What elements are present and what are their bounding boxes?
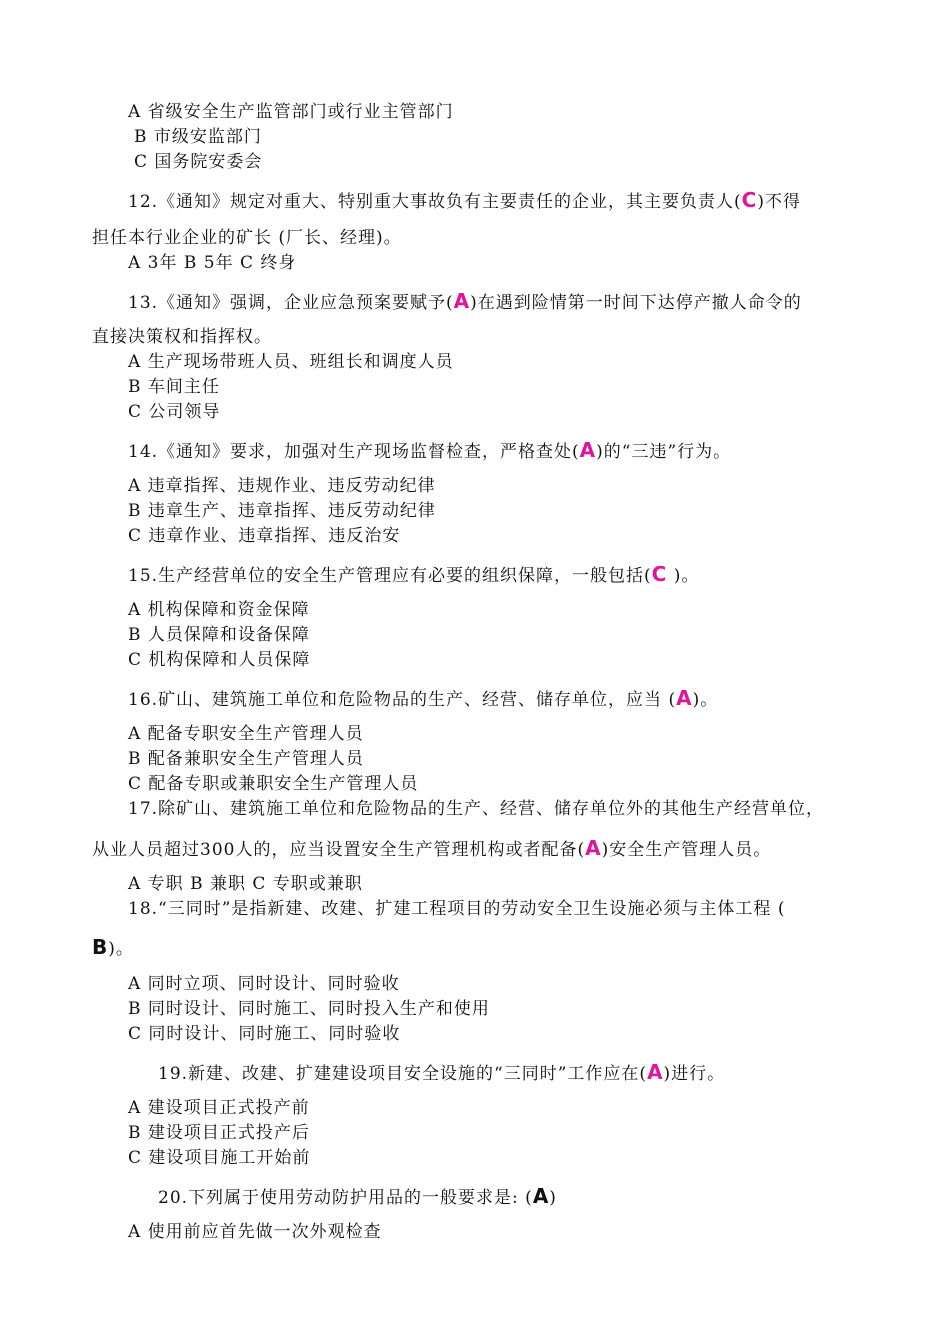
q14-stem: 14.《通知》要求，加强对生产现场监督检查，严格查处(A)的“三违”行为。 bbox=[128, 438, 732, 462]
q18-answer: B bbox=[92, 935, 109, 959]
q16-option-a: A 配备专职安全生产管理人员 bbox=[128, 724, 364, 744]
q17-options: A 专职 B 兼职 C 专职或兼职 bbox=[128, 874, 363, 894]
q19-stem: 19.新建、改建、扩建建设项目安全设施的“三同时”工作应在(A)进行。 bbox=[158, 1060, 726, 1084]
q14-answer: A bbox=[579, 438, 597, 462]
q17-stem-cont: 从业人员超过300人的，应当设置安全生产管理机构或者配备(A)安全生产管理人员。 bbox=[92, 836, 772, 860]
q16-option-b: B 配备兼职安全生产管理人员 bbox=[128, 749, 364, 769]
q19-option-c: C 建设项目施工开始前 bbox=[128, 1148, 311, 1168]
q11-option-b: B 市级安监部门 bbox=[134, 127, 262, 147]
q14-option-a: A 违章指挥、违规作业、违反劳动纪律 bbox=[128, 476, 436, 496]
q13-answer: A bbox=[453, 289, 471, 313]
q13-stem: 13.《通知》强调，企业应急预案要赋予(A)在遇到险情第一时间下达停产撤人命令的 bbox=[128, 289, 802, 313]
q19-option-b: B 建设项目正式投产后 bbox=[128, 1123, 310, 1143]
q12-stem: 12.《通知》规定对重大、特别重大事故负有主要责任的企业，其主要负责人(C)不得 bbox=[128, 188, 801, 212]
q15-option-c: C 机构保障和人员保障 bbox=[128, 650, 311, 670]
q15-option-a: A 机构保障和资金保障 bbox=[128, 600, 310, 620]
q14-option-c: C 违章作业、违章指挥、违反治安 bbox=[128, 526, 401, 546]
q16-option-c: C 配备专职或兼职安全生产管理人员 bbox=[128, 774, 419, 794]
q18-option-c: C 同时设计、同时施工、同时验收 bbox=[128, 1024, 401, 1044]
q12-answer: C bbox=[741, 188, 758, 212]
q13-option-b: B 车间主任 bbox=[128, 377, 220, 397]
q11-option-a: A 省级安全生产监管部门或行业主管部门 bbox=[128, 102, 454, 122]
q19-answer: A bbox=[647, 1060, 664, 1084]
q13-stem-cont: 直接决策权和指挥权。 bbox=[92, 327, 272, 347]
q12-stem-cont: 担任本行业企业的矿长 (厂长、经理)。 bbox=[92, 228, 402, 248]
q13-option-c: C 公司领导 bbox=[128, 402, 221, 422]
q17-answer: A bbox=[585, 836, 602, 860]
q18-stem: 18.“三同时”是指新建、改建、扩建工程项目的劳动安全卫生设施必须与主体工程 ( bbox=[128, 899, 786, 919]
q16-stem: 16.矿山、建筑施工单位和危险物品的生产、经营、储存单位，应当 (A)。 bbox=[128, 686, 719, 710]
q19-option-a: A 建设项目正式投产前 bbox=[128, 1098, 310, 1118]
q15-stem: 15.生产经营单位的安全生产管理应有必要的组织保障，一般包括(C )。 bbox=[128, 562, 700, 586]
q11-option-c: C 国务院安委会 bbox=[134, 152, 263, 172]
q18-option-b: B 同时设计、同时施工、同时投入生产和使用 bbox=[128, 999, 490, 1019]
q16-answer: A bbox=[676, 686, 693, 710]
q12-options: A 3年 B 5年 C 终身 bbox=[128, 253, 297, 273]
q18-stem-cont: B)。 bbox=[92, 935, 134, 959]
q15-answer: C bbox=[651, 562, 668, 586]
q20-answer: A bbox=[532, 1184, 550, 1208]
q20-option-a: A 使用前应首先做一次外观检查 bbox=[128, 1222, 382, 1242]
q18-option-a: A 同时立项、同时设计、同时验收 bbox=[128, 974, 400, 994]
q15-option-b: B 人员保障和设备保障 bbox=[128, 625, 310, 645]
q17-stem: 17.除矿山、建筑施工单位和危险物品的生产、经营、储存单位外的其他生产经营单位， bbox=[128, 799, 825, 819]
q14-option-b: B 违章生产、违章指挥、违反劳动纪律 bbox=[128, 501, 436, 521]
q13-option-a: A 生产现场带班人员、班组长和调度人员 bbox=[128, 352, 454, 372]
q20-stem: 20.下列属于使用劳动防护用品的一般要求是: (A) bbox=[158, 1184, 557, 1208]
